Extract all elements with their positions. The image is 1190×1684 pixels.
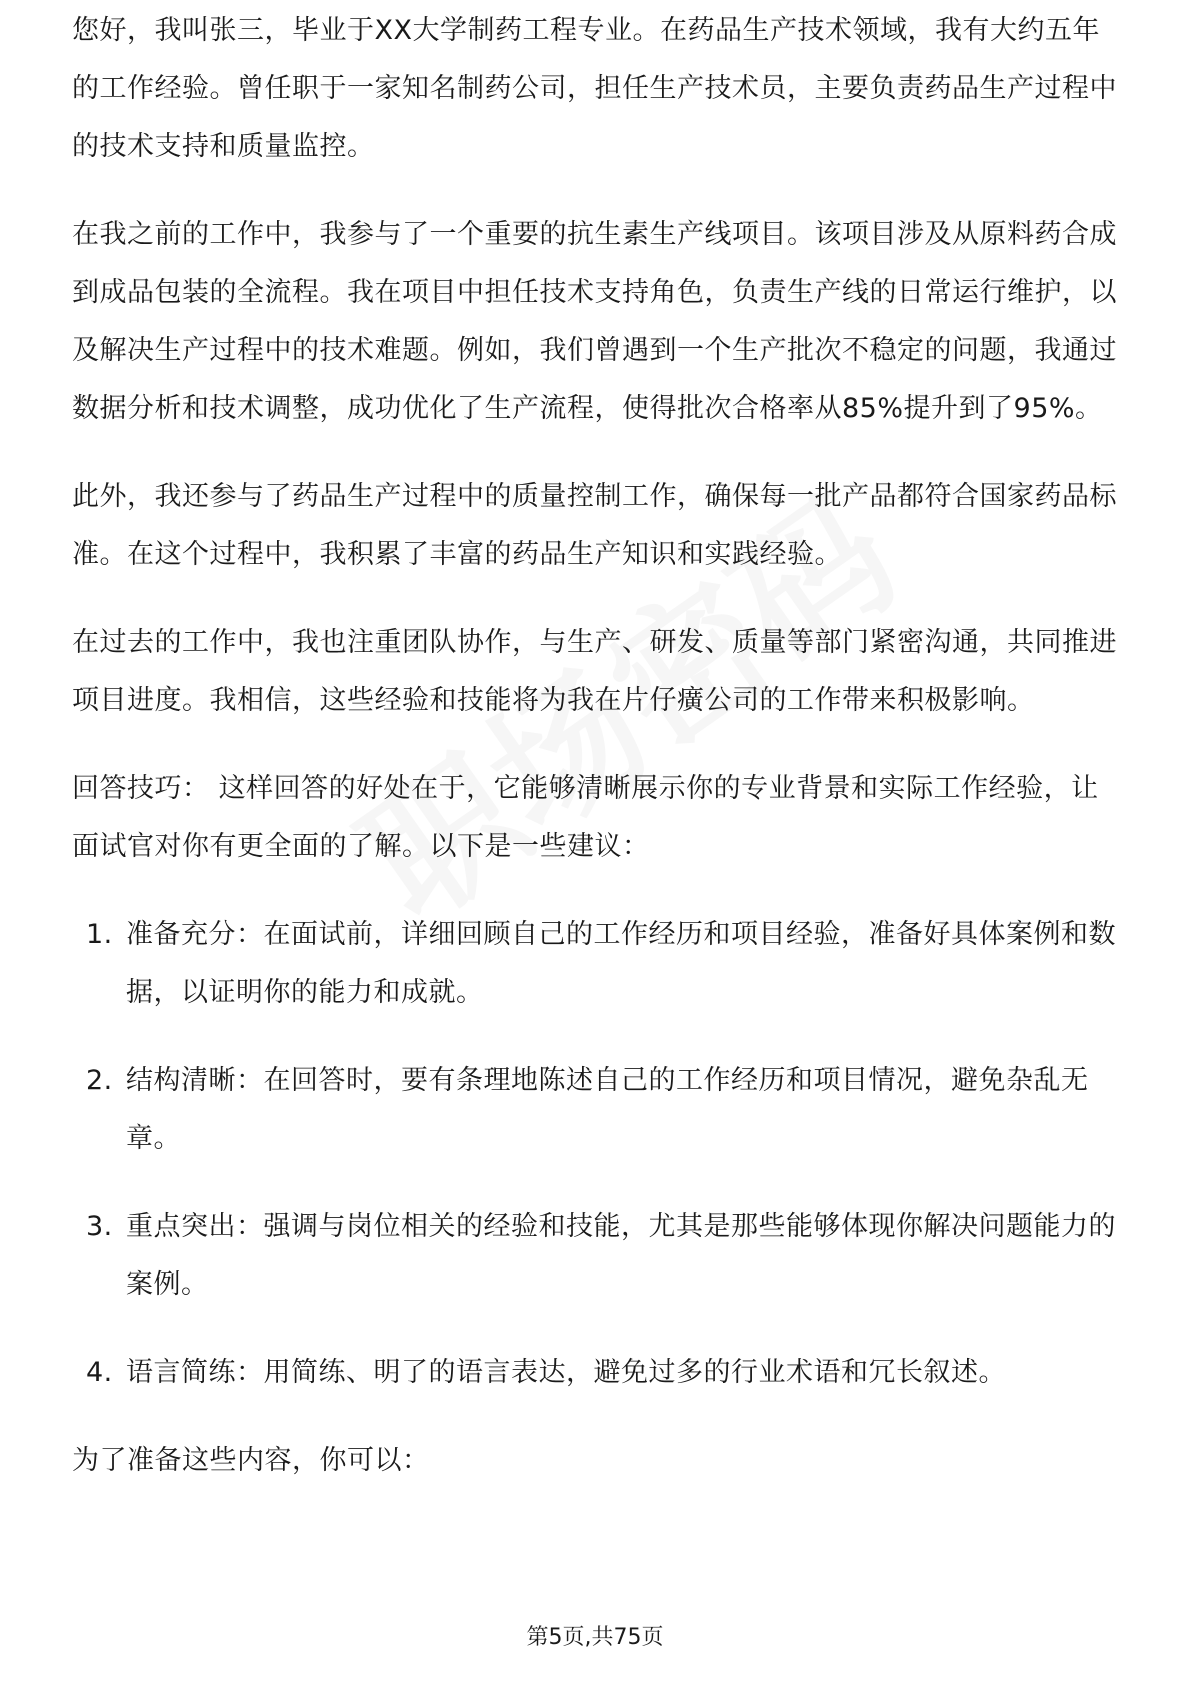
- list-item: [72, 1052, 1122, 1168]
- tips-list: [72, 906, 1122, 1402]
- paragraph-quality: 此外，我还参与了药品生产过程中的质量控制工作，确保每一批产品都符合国家药品标准。在这个过程中，我积累了丰富的药品生产知识和实践经验。: [72, 481, 1117, 570]
- list-item-text: 重点突出：强调与岗位相关的经验和技能，尤其是那些能够体现你解决问题能力的案例。: [126, 1211, 1116, 1300]
- paragraph-answer-tips: 回答技巧： 这样回答的好处在于，它能够清晰展示你的专业背景和实际工作经验，让面试官对你有更全面的了解。以下是一些建议：: [72, 773, 1099, 862]
- document-body: [72, 15, 1122, 1520]
- page-number-footer: 第5页,共75页: [526, 1625, 664, 1650]
- list-number: 4.: [86, 1357, 113, 1388]
- list-item: [72, 906, 1122, 1022]
- list-number: 2.: [86, 1065, 113, 1096]
- list-number: 3.: [86, 1211, 113, 1242]
- paragraph-teamwork: 在过去的工作中，我也注重团队协作，与生产、研发、质量等部门紧密沟通，共同推进项目进度。我相信，这些经验和技能将为我在片仔癀公司的工作带来积极影响。: [72, 627, 1117, 716]
- list-item-text: 结构清晰：在回答时，要有条理地陈述自己的工作经历和项目情况，避免杂乱无章。: [126, 1065, 1089, 1154]
- paragraph-intro: 您好，我叫张三，毕业于XX大学制药工程专业。在药品生产技术领域，我有大约五年的工作经验。曾任职于一家知名制药公司，担任生产技术员，主要负责药品生产过程中的技术支持和质量监控。: [72, 15, 1117, 162]
- paragraph-project: 在我之前的工作中，我参与了一个重要的抗生素生产线项目。该项目涉及从原料药合成到成品包装的全流程。我在项目中担任技术支持角色，负责生产线的日常运行维护，以及解决生产过程中的技术难题。例如，我们曾遇到一个生产批次不稳定的问题，我通过数据分析和技术调整，成功优化了生产流程，使得批次合格率从85%提升到了95%。: [72, 219, 1117, 424]
- list-item-text: 准备充分：在面试前，详细回顾自己的工作经历和项目经验，准备好具体案例和数据，以证明你的能力和成就。: [126, 919, 1116, 1008]
- list-item: [72, 1344, 1122, 1402]
- paragraph-closing: 为了准备这些内容，你可以：: [72, 1445, 430, 1476]
- list-number: 1.: [86, 919, 113, 950]
- list-item-text: 语言简练：用简练、明了的语言表达，避免过多的行业术语和冗长叙述。: [126, 1357, 1006, 1388]
- list-item: [72, 1198, 1122, 1314]
